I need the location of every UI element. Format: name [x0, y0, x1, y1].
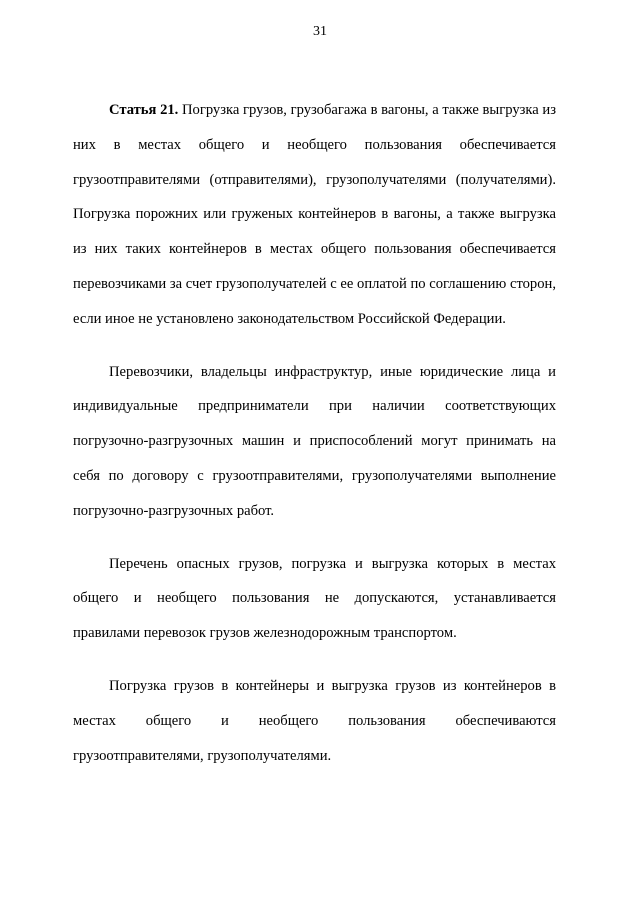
- page-number: 31: [313, 24, 327, 39]
- article-text: Погрузка грузов, грузобагажа в вагоны, а также выгрузка из них в местах общего и необщего пользования обеспечивается грузоотправителями (отправителями), грузополучателями (получателями). Погрузка порожних или груженых контейнеров в вагоны, а также выгрузка из них таких контейнеров в местах общего пользования обеспечивается перевозчиками за счет грузополучателей с ее оплатой по соглашению сторон, если иное не установлено законодательством Российской Федерации.: [73, 102, 556, 327]
- paragraph-carriers: Перевозчики, владельцы инфраструктур, иные юридические лица и индивидуальные предприниматели при наличии соответствующих погрузочно-разгрузочных машин и приспособлений могут принимать на себя по договору с грузоотправителями, грузополучателями выполнение погрузочно-разгрузочных работ.: [73, 363, 556, 519]
- paragraph-containers: Погрузка грузов в контейнеры и выгрузка грузов из контейнеров в местах общего и необщего пользования обеспечиваются грузоотправителями, грузополучателями.: [73, 677, 556, 764]
- article-paragraph: [73, 93, 556, 337]
- paragraph-dangerous-goods: Перечень опасных грузов, погрузка и выгрузка которых в местах общего и необщего пользования не допускаются, устанавливается правилами перевозок грузов железнодорожным транспортом.: [73, 555, 556, 642]
- article-heading: Статья 21.: [109, 102, 179, 118]
- document-body: [73, 93, 556, 773]
